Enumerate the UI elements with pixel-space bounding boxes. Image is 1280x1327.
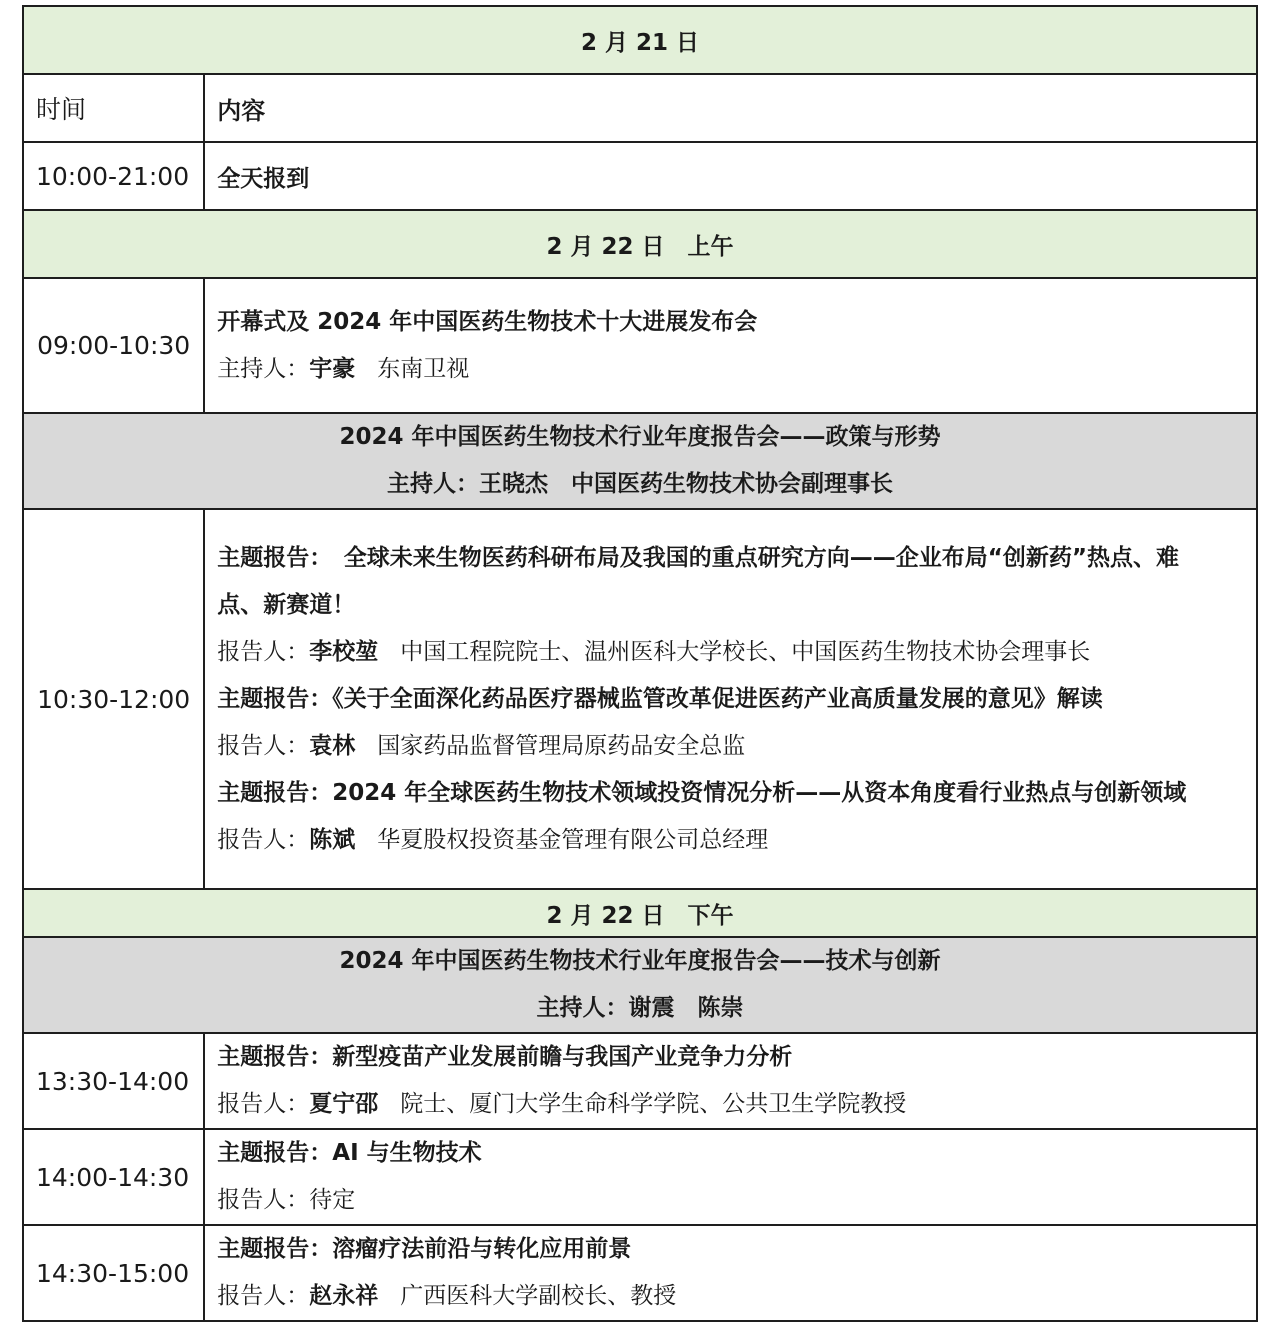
host-org: 东南卫视 — [377, 355, 470, 382]
talk-topic — [217, 676, 1256, 723]
topic-text: AI 与生物技术 — [332, 1140, 482, 1166]
session-title: 2024 年中国医药生物技术行业年度报告会——政策与形势 — [339, 424, 941, 450]
day2-pm-header: 2 月 22 日 下午 — [23, 889, 1257, 937]
speaker-label: 报告人： — [217, 1187, 310, 1213]
content-cell — [204, 1033, 1257, 1129]
speaker-line — [217, 723, 1256, 770]
talk-topic — [217, 1130, 1256, 1177]
topic-text: 全球未来生物医药科研布局及我国的重点研究方向——企业布局“创新药”热点、难点、新赛道！ — [217, 544, 1180, 618]
agenda-table — [22, 5, 1258, 1322]
time-cell: 10:30-12:00 — [23, 509, 204, 889]
speaker-line — [217, 1177, 1256, 1224]
speaker-affiliation: 广西医科大学副校长、教授 — [400, 1283, 677, 1309]
table-row — [23, 278, 1257, 413]
time-column-header: 时间 — [23, 74, 204, 142]
time-cell: 14:30-15:00 — [23, 1225, 204, 1321]
topic-text: 溶瘤疗法前沿与转化应用前景 — [332, 1236, 632, 1262]
content-cell — [204, 509, 1257, 889]
topic-label: 主题报告： — [217, 1140, 333, 1166]
speaker-label: 报告人： — [217, 826, 310, 853]
topic-label: 主题报告： — [217, 1236, 333, 1262]
time-cell: 10:00-21:00 — [23, 142, 204, 210]
session-host: 主持人：谢震 陈崇 — [536, 995, 744, 1021]
content-cell — [204, 1129, 1257, 1225]
speaker-line — [217, 817, 1256, 864]
session2-banner — [23, 937, 1257, 1033]
table-row — [23, 1033, 1257, 1129]
speaker-label: 报告人： — [217, 1091, 310, 1117]
talk-topic — [217, 535, 1222, 629]
agenda-sheet — [22, 5, 1258, 1322]
content-cell: 全天报到 — [204, 142, 1257, 210]
speaker-line — [217, 629, 1256, 676]
host-label: 主持人： — [217, 355, 310, 382]
speaker-line — [217, 1273, 1256, 1320]
speaker-name: 赵永祥 — [309, 1283, 379, 1309]
session1-banner — [23, 413, 1257, 509]
time-cell: 14:00-14:30 — [23, 1129, 204, 1225]
topic-text: 《关于全面深化药品医疗器械监管改革促进医药产业高质量发展的意见》解读 — [332, 685, 1103, 712]
session-banner-row — [23, 413, 1257, 509]
speaker-name: 李校堃 — [309, 638, 379, 665]
topic-text: 新型疫苗产业发展前瞻与我国产业竞争力分析 — [332, 1044, 793, 1070]
event-title: 开幕式及 2024 年中国医药生物技术十大进展发布会 — [217, 308, 758, 335]
day2-am-header: 2 月 22 日 上午 — [23, 210, 1257, 278]
talk-topic — [217, 770, 1202, 817]
speaker-affiliation: 中国工程院院士、温州医科大学校长、中国医药生物技术协会理事长 — [400, 638, 1091, 665]
speaker-name: 夏宁邵 — [309, 1091, 379, 1117]
table-row — [23, 1225, 1257, 1321]
speaker-name: 陈斌 — [309, 826, 356, 853]
content-cell — [204, 1225, 1257, 1321]
day-header-row — [23, 210, 1257, 278]
session-title: 2024 年中国医药生物技术行业年度报告会——技术与创新 — [339, 948, 941, 974]
speaker-label: 报告人： — [217, 638, 310, 665]
table-row — [23, 1129, 1257, 1225]
host-line — [217, 346, 1256, 393]
speaker-name: 袁林 — [309, 732, 356, 759]
speaker-label: 报告人： — [217, 1283, 310, 1309]
time-cell: 09:00-10:30 — [23, 278, 204, 413]
table-row — [23, 509, 1257, 889]
topic-label: 主题报告： — [217, 685, 333, 712]
day-header-row — [23, 6, 1257, 74]
session-banner-row — [23, 937, 1257, 1033]
speaker-affiliation: 华夏股权投资基金管理有限公司总经理 — [377, 826, 769, 853]
speaker-label: 报告人： — [217, 732, 310, 759]
topic-label: 主题报告： — [217, 779, 333, 806]
table-row — [23, 142, 1257, 210]
topic-label: 主题报告： — [217, 1044, 333, 1070]
column-header-row — [23, 74, 1257, 142]
session-host: 主持人：王晓杰 中国医药生物技术协会副理事长 — [387, 471, 893, 497]
speaker-name: 待定 — [309, 1187, 356, 1213]
talk-topic — [217, 1034, 1256, 1081]
speaker-affiliation: 国家药品监督管理局原药品安全总监 — [377, 732, 746, 759]
talk-topic — [217, 1226, 1256, 1273]
content-cell — [204, 278, 1257, 413]
topic-text: 2024 年全球医药生物技术领域投资情况分析——从资本角度看行业热点与创新领域 — [332, 779, 1187, 806]
topic-label: 主题报告： — [217, 544, 321, 571]
time-cell: 13:30-14:00 — [23, 1033, 204, 1129]
day-header-row — [23, 889, 1257, 937]
speaker-affiliation: 院士、厦门大学生命科学学院、公共卫生学院教授 — [400, 1091, 907, 1117]
day1-header: 2 月 21 日 — [23, 6, 1257, 74]
host-name: 宇豪 — [309, 355, 356, 382]
speaker-line — [217, 1081, 1256, 1128]
content-column-header: 内容 — [204, 74, 1257, 142]
